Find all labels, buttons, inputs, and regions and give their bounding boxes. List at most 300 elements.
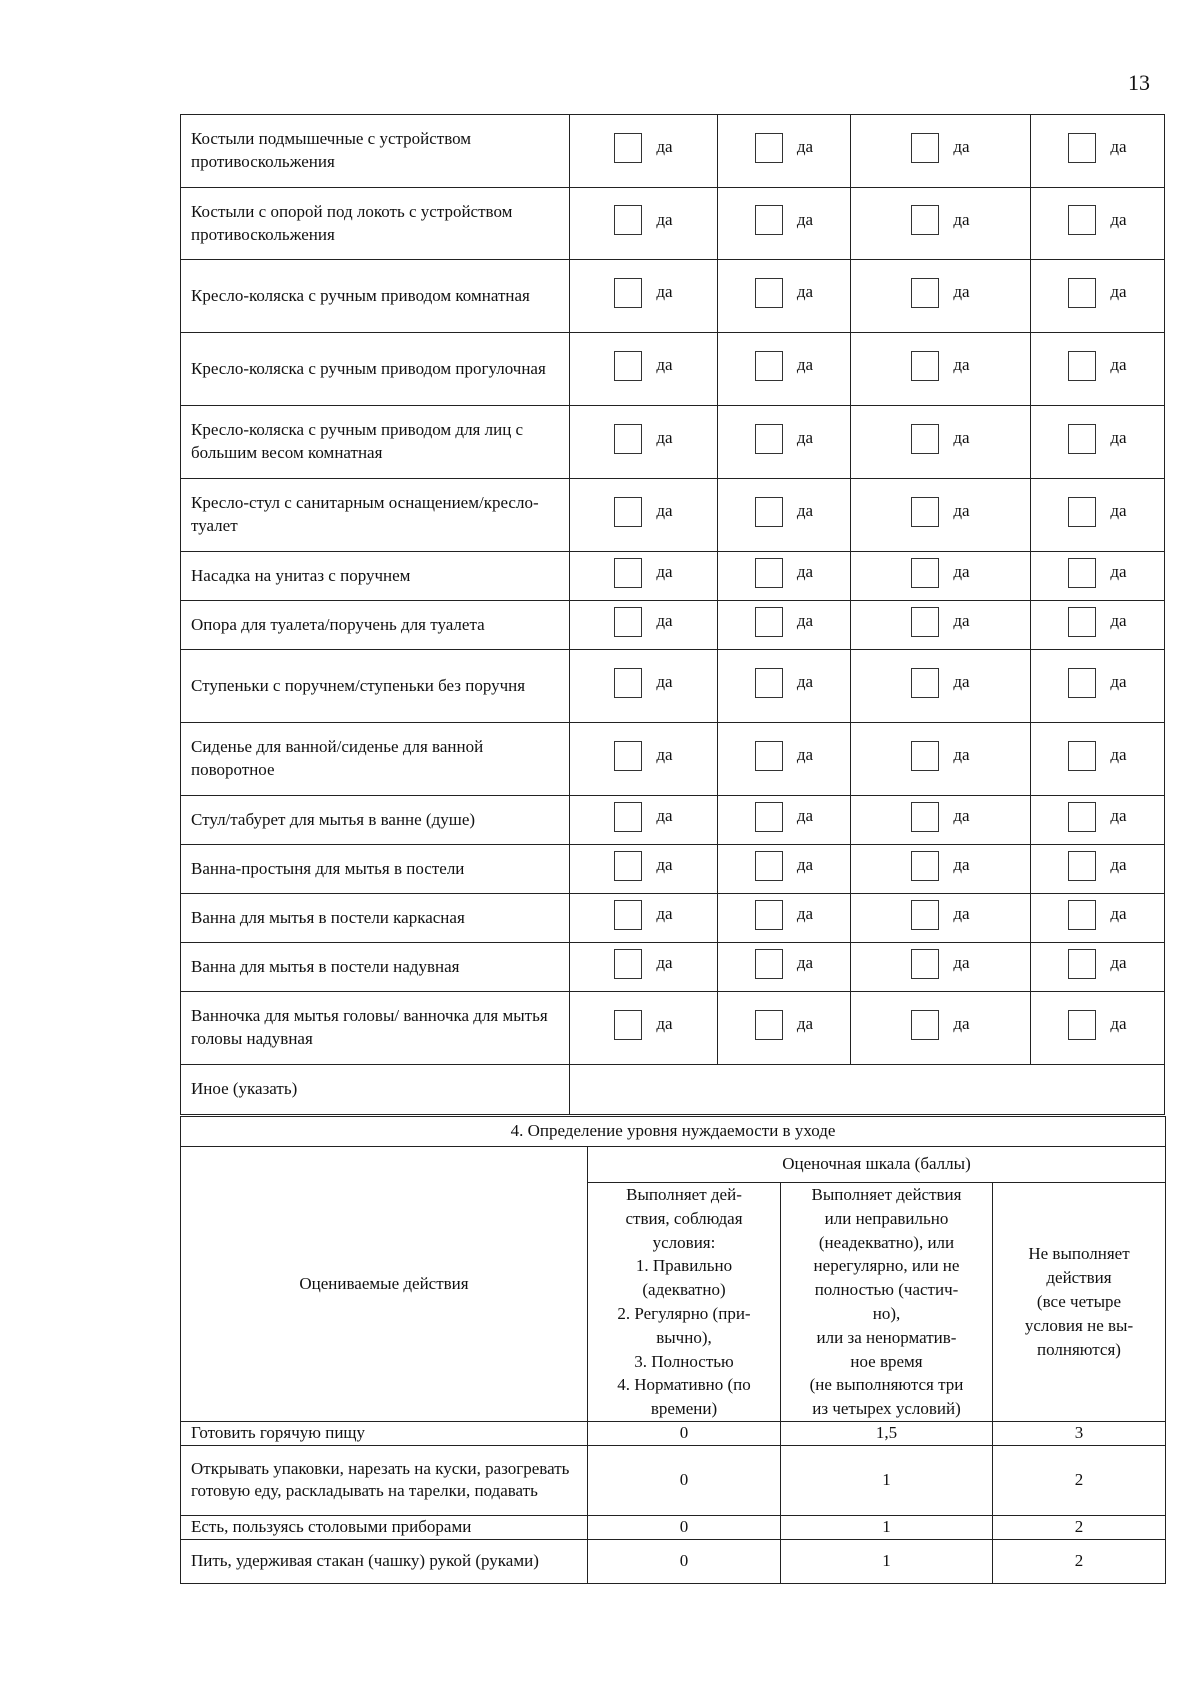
yes-checkbox[interactable] [1068,133,1126,163]
checkbox-box[interactable] [755,205,783,235]
yes-checkbox[interactable] [755,1010,813,1040]
yes-checkbox[interactable] [614,205,672,235]
checkbox-box[interactable] [1068,607,1096,637]
checkbox-cell [570,650,718,723]
yes-checkbox[interactable] [911,851,969,881]
checkbox-cell [1031,479,1165,552]
scale-description-line: Не выполняет [1028,1244,1130,1264]
yes-checkbox[interactable] [1068,741,1126,771]
equipment-table [180,114,1165,1115]
equipment-row [181,723,1165,796]
checkbox-label: да [953,953,970,973]
yes-checkbox[interactable] [755,802,813,832]
equipment-row [181,406,1165,479]
yes-checkbox[interactable] [755,133,813,163]
yes-checkbox[interactable] [614,424,672,454]
scale-description-line: но), [872,1303,901,1323]
checkbox-label: да [656,953,673,973]
equipment-name: Стул/табурет для мытья в ванне (душе) [181,796,570,845]
scale-description-line: (все четыре [1036,1292,1122,1312]
checkbox-label: да [1110,855,1127,875]
checkbox-label: да [953,1014,970,1034]
checkbox-cell [718,723,851,796]
checkbox-cell [718,943,851,992]
yes-checkbox[interactable] [755,900,813,930]
checkbox-box[interactable] [614,351,642,381]
checkbox-label: да [796,428,814,448]
checkbox-box[interactable] [614,205,642,235]
checkbox-cell [718,552,851,601]
checkbox-box[interactable] [755,424,783,454]
checkbox-box[interactable] [755,900,783,930]
checkbox-box[interactable] [911,278,939,308]
checkbox-cell [851,333,1031,406]
checkbox-label: да [656,855,673,875]
checkbox-box[interactable] [755,1010,783,1040]
care-action: Открывать упаковки, нарезать на куски, разогревать готовую еду, раскладывать на тарелки, подавать [181,1445,588,1515]
checkbox-cell [718,406,851,479]
yes-checkbox[interactable] [911,351,969,381]
score-none: 2 [993,1445,1166,1515]
checkbox-label: да [796,953,814,973]
checkbox-cell [718,650,851,723]
equipment-name: Ванночка для мытья головы/ ванночка для мытья головы надувная [181,992,570,1065]
score-partial: 1 [781,1539,993,1583]
yes-checkbox[interactable] [755,558,813,588]
yes-checkbox[interactable] [1068,1010,1126,1040]
scale-description-line: полняются) [1037,1339,1121,1359]
checkbox-label: да [1110,137,1127,157]
care-action: Есть, пользуясь столовыми приборами [181,1515,588,1539]
checkbox-label: да [1110,209,1127,229]
care-table-body [181,1421,1166,1583]
checkbox-label: да [656,209,673,229]
actions-header: Оцениваемые действия [181,1147,588,1422]
checkbox-label: да [1110,953,1127,973]
yes-checkbox[interactable] [911,741,969,771]
score-none: 3 [993,1421,1166,1445]
equipment-name: Сиденье для ванной/сиденье для ванной поворотное [181,723,570,796]
yes-checkbox[interactable] [911,278,969,308]
checkbox-box[interactable] [911,351,939,381]
checkbox-label: да [796,137,814,157]
yes-checkbox[interactable] [911,607,969,637]
yes-checkbox[interactable] [911,133,969,163]
checkbox-cell [851,943,1031,992]
checkbox-label: да [953,745,970,765]
care-row [181,1421,1166,1445]
checkbox-cell [1031,845,1165,894]
checkbox-label: да [953,904,970,924]
score-partial: 1 [781,1445,993,1515]
yes-checkbox[interactable] [911,558,969,588]
checkbox-box[interactable] [1068,668,1096,698]
checkbox-box[interactable] [1068,351,1096,381]
checkbox-label: да [953,282,970,302]
checkbox-cell [1031,260,1165,333]
checkbox-label: да [1110,611,1127,631]
checkbox-label: да [796,904,814,924]
yes-checkbox[interactable] [614,558,672,588]
checkbox-cell [718,796,851,845]
yes-checkbox[interactable] [614,607,672,637]
checkbox-label: да [953,501,970,521]
checkbox-label: да [796,745,814,765]
equipment-name: Ступеньки с поручнем/ступеньки без поручня [181,650,570,723]
checkbox-cell [570,943,718,992]
checkbox-cell [851,723,1031,796]
checkbox-cell [1031,333,1165,406]
checkbox-cell [1031,406,1165,479]
checkbox-box[interactable] [911,900,939,930]
scale-description-line: условия не вы- [1024,1315,1134,1335]
checkbox-cell [1031,894,1165,943]
checkbox-box[interactable] [911,949,939,979]
yes-checkbox[interactable] [911,802,969,832]
checkbox-label: да [796,209,814,229]
checkbox-label: да [953,855,970,875]
checkbox-box[interactable] [614,133,642,163]
checkbox-cell [851,479,1031,552]
yes-checkbox[interactable] [911,497,969,527]
equipment-name: Опора для туалета/поручень для туалета [181,601,570,650]
checkbox-box[interactable] [1068,133,1096,163]
scale-col-full [588,1183,781,1422]
checkbox-cell [851,406,1031,479]
yes-checkbox[interactable] [755,278,813,308]
yes-checkbox[interactable] [755,351,813,381]
checkbox-label: да [656,1014,673,1034]
checkbox-label: да [1110,672,1127,692]
equipment-row [181,601,1165,650]
equipment-row [181,796,1165,845]
yes-checkbox[interactable] [755,497,813,527]
checkbox-box[interactable] [911,668,939,698]
checkbox-box[interactable] [755,741,783,771]
yes-checkbox[interactable] [614,668,672,698]
scale-description-line: из четырех условий) [812,1399,961,1419]
checkbox-cell [1031,188,1165,260]
checkbox-cell [851,796,1031,845]
scale-header: Оценочная шкала (баллы) [588,1147,1166,1183]
checkbox-label: да [656,501,673,521]
checkbox-label: да [796,672,814,692]
scale-description-line: Выполняет дей- [626,1185,742,1204]
checkbox-cell [570,894,718,943]
checkbox-box[interactable] [1068,278,1096,308]
yes-checkbox[interactable] [755,851,813,881]
scale-description-line: или за ненорматив- [816,1327,957,1347]
equipment-name: Ванна для мытья в постели надувная [181,943,570,992]
care-action: Готовить горячую пищу [181,1421,588,1445]
checkbox-box[interactable] [911,851,939,881]
yes-checkbox[interactable] [1068,497,1126,527]
checkbox-box[interactable] [911,424,939,454]
checkbox-box[interactable] [911,741,939,771]
checkbox-box[interactable] [1068,741,1096,771]
equipment-other-input[interactable] [570,1065,1165,1115]
yes-checkbox[interactable] [614,949,672,979]
yes-checkbox[interactable] [614,278,672,308]
checkbox-cell [1031,650,1165,723]
yes-checkbox[interactable] [1068,351,1126,381]
checkbox-box[interactable] [755,278,783,308]
yes-checkbox[interactable] [911,900,969,930]
checkbox-box[interactable] [755,851,783,881]
care-row [181,1515,1166,1539]
checkbox-box[interactable] [1068,851,1096,881]
checkbox-label: да [656,355,673,375]
yes-checkbox[interactable] [755,949,813,979]
checkbox-label: да [796,501,814,521]
checkbox-label: да [1110,745,1127,765]
checkbox-cell [718,992,851,1065]
yes-checkbox[interactable] [911,205,969,235]
checkbox-box[interactable] [755,558,783,588]
yes-checkbox[interactable] [911,949,969,979]
checkbox-cell [851,650,1031,723]
checkbox-cell [851,115,1031,188]
checkbox-box[interactable] [614,741,642,771]
page-number: 13 [1128,70,1150,95]
checkbox-cell [570,552,718,601]
checkbox-label: да [796,1014,814,1034]
care-row [181,1539,1166,1583]
checkbox-label: да [656,428,673,448]
yes-checkbox[interactable] [755,205,813,235]
checkbox-box[interactable] [1068,558,1096,588]
checkbox-box[interactable] [614,851,642,881]
score-full: 0 [588,1445,781,1515]
yes-checkbox[interactable] [614,851,672,881]
checkbox-label: да [656,745,673,765]
equipment-name: Ванна-простыня для мытья в постели [181,845,570,894]
checkbox-box[interactable] [614,802,642,832]
yes-checkbox[interactable] [755,741,813,771]
yes-checkbox[interactable] [755,424,813,454]
checkbox-box[interactable] [911,607,939,637]
checkbox-cell [718,894,851,943]
yes-checkbox[interactable] [1068,607,1126,637]
checkbox-box[interactable] [1068,1010,1096,1040]
yes-checkbox[interactable] [614,900,672,930]
yes-checkbox[interactable] [911,424,969,454]
checkbox-cell [570,333,718,406]
score-partial: 1 [781,1515,993,1539]
checkbox-label: да [953,428,970,448]
checkbox-box[interactable] [1068,802,1096,832]
yes-checkbox[interactable] [614,802,672,832]
equipment-row [181,333,1165,406]
yes-checkbox[interactable] [614,741,672,771]
score-none: 2 [993,1539,1166,1583]
checkbox-label: да [1110,1014,1127,1034]
yes-checkbox[interactable] [1068,205,1126,235]
checkbox-label: да [1110,562,1127,582]
scale-description-line: ствия, соблюдая [625,1208,743,1228]
equipment-other-row [181,1065,1165,1115]
equipment-row [181,845,1165,894]
yes-checkbox[interactable] [1068,278,1126,308]
scale-col-partial [781,1183,993,1422]
checkbox-box[interactable] [911,133,939,163]
checkbox-cell [1031,796,1165,845]
equipment-name: Кресло-коляска с ручным приводом для лиц с большим весом комнатная [181,406,570,479]
scale-col-none-lines [997,1242,1161,1361]
checkbox-label: да [656,282,673,302]
checkbox-label: да [1110,428,1127,448]
checkbox-cell [570,406,718,479]
scale-description-line: вычно), [656,1327,712,1347]
checkbox-cell [851,552,1031,601]
checkbox-label: да [953,209,970,229]
checkbox-label: да [656,137,673,157]
checkbox-cell [570,723,718,796]
scale-col-none [993,1183,1166,1422]
checkbox-label: да [1110,282,1127,302]
checkbox-cell [851,845,1031,894]
yes-checkbox[interactable] [1068,668,1126,698]
yes-checkbox[interactable] [755,607,813,637]
checkbox-cell [570,260,718,333]
checkbox-label: да [796,282,814,302]
checkbox-box[interactable] [755,668,783,698]
checkbox-cell [718,115,851,188]
equipment-name: Кресло-стул с санитарным оснащением/кресло-туалет [181,479,570,552]
checkbox-label: да [953,137,970,157]
scale-description-line: действия [1046,1268,1112,1288]
scale-description-line: 3. Полностью [634,1351,734,1371]
equipment-row [181,943,1165,992]
care-section-title: 4. Определение уровня нуждаемости в уходе [181,1117,1166,1147]
yes-checkbox[interactable] [911,668,969,698]
scale-description-line: (адекватно) [642,1280,726,1300]
checkbox-cell [570,845,718,894]
checkbox-box[interactable] [911,205,939,235]
yes-checkbox[interactable] [1068,851,1126,881]
checkbox-box[interactable] [614,497,642,527]
checkbox-label: да [796,355,814,375]
checkbox-cell [851,260,1031,333]
yes-checkbox[interactable] [1068,900,1126,930]
checkbox-box[interactable] [911,497,939,527]
yes-checkbox[interactable] [1068,558,1126,588]
checkbox-box[interactable] [755,607,783,637]
checkbox-label: да [796,806,814,826]
yes-checkbox[interactable] [1068,802,1126,832]
checkbox-box[interactable] [911,1010,939,1040]
checkbox-label: да [1110,806,1127,826]
equipment-other-label: Иное (указать) [181,1065,570,1115]
equipment-table-body [181,115,1165,1115]
checkbox-label: да [953,562,970,582]
yes-checkbox[interactable] [614,133,672,163]
yes-checkbox[interactable] [755,668,813,698]
equipment-row [181,188,1165,260]
checkbox-cell [1031,115,1165,188]
yes-checkbox[interactable] [1068,424,1126,454]
checkbox-box[interactable] [614,668,642,698]
equipment-name: Насадка на унитаз с поручнем [181,552,570,601]
scale-description-line: 2. Регулярно (при- [617,1303,751,1323]
score-partial: 1,5 [781,1421,993,1445]
equipment-row [181,479,1165,552]
checkbox-box[interactable] [1068,424,1096,454]
checkbox-box[interactable] [911,558,939,588]
checkbox-box[interactable] [755,133,783,163]
checkbox-box[interactable] [911,802,939,832]
checkbox-box[interactable] [1068,497,1096,527]
checkbox-cell [851,601,1031,650]
equipment-row [181,115,1165,188]
checkbox-label: да [796,611,814,631]
checkbox-box[interactable] [614,1010,642,1040]
checkbox-box[interactable] [1068,949,1096,979]
score-full: 0 [588,1421,781,1445]
equipment-name: Кресло-коляска с ручным приводом комнатная [181,260,570,333]
care-needs-table [180,1116,1166,1584]
yes-checkbox[interactable] [614,1010,672,1040]
checkbox-cell [570,115,718,188]
checkbox-box[interactable] [614,949,642,979]
equipment-row [181,894,1165,943]
checkbox-box[interactable] [614,900,642,930]
equipment-row [181,650,1165,723]
score-full: 0 [588,1539,781,1583]
checkbox-cell [718,260,851,333]
checkbox-box[interactable] [614,424,642,454]
checkbox-cell [570,796,718,845]
equipment-name: Кресло-коляска с ручным приводом прогулочная [181,333,570,406]
care-row [181,1445,1166,1515]
checkbox-box[interactable] [1068,205,1096,235]
checkbox-label: да [1110,904,1127,924]
checkbox-cell [718,333,851,406]
checkbox-cell [570,188,718,260]
equipment-name: Костыли с опорой под локоть с устройством противоскольжения [181,188,570,260]
equipment-name: Костыли подмышечные с устройством противоскольжения [181,115,570,188]
yes-checkbox[interactable] [614,351,672,381]
checkbox-box[interactable] [755,497,783,527]
checkbox-box[interactable] [614,607,642,637]
checkbox-box[interactable] [755,802,783,832]
checkbox-label: да [953,355,970,375]
scale-description-line: времени) [650,1399,718,1419]
checkbox-box[interactable] [755,351,783,381]
yes-checkbox[interactable] [1068,949,1126,979]
checkbox-box[interactable] [755,949,783,979]
yes-checkbox[interactable] [911,1010,969,1040]
checkbox-box[interactable] [614,278,642,308]
scale-col-full-lines [592,1183,776,1421]
scale-description-line: или неправильно [824,1208,949,1228]
equipment-row [181,992,1165,1065]
checkbox-cell [570,992,718,1065]
checkbox-box[interactable] [1068,900,1096,930]
checkbox-cell [718,601,851,650]
checkbox-label: да [656,672,673,692]
checkbox-label: да [1110,355,1127,375]
checkbox-cell [570,601,718,650]
scale-description-line: полностью (частич- [814,1280,959,1300]
scale-description-line: 4. Нормативно (по [617,1375,751,1395]
checkbox-label: да [656,806,673,826]
checkbox-label: да [796,562,814,582]
yes-checkbox[interactable] [614,497,672,527]
checkbox-box[interactable] [614,558,642,588]
equipment-row [181,260,1165,333]
checkbox-label: да [796,855,814,875]
